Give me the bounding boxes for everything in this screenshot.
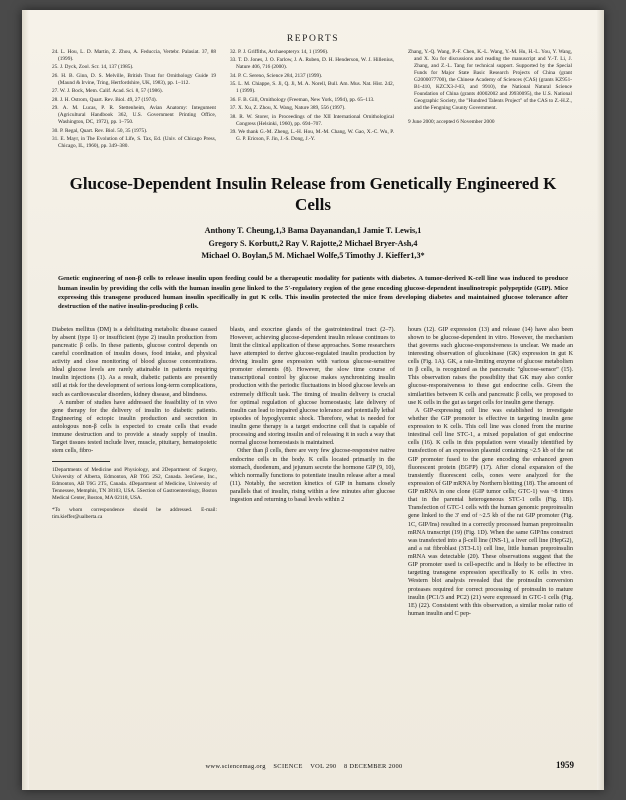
body-paragraph: A number of studies have addressed the feasibility of in vivo gene therapy for the delivery of insulin to diabetic patients. Engineering of ectopic insulin production and secretion in autologous non-β cells is expected to create cells that evade immune destruction and to provide a steady supply of insulin. Target tissues tested include liver, muscle, pituitary, hematopoietic stem cells, fibro- (52, 399, 217, 455)
reference-item: 25. J. Dyck, Zool. Scr. 14, 137 (1985). (52, 64, 134, 71)
author-affiliations: 1Departments of Medicine and Physiology, and 2Department of Surgery, University of Alberta, Edmonton, AB T6G 2S2, Canada. 3enGene, Inc., Edmonton, AB T6G 2T5, Canada. 4Department of Medicine, University of Tennessee, Memphis, TN 38103, USA. 5Section of Gastroenterology, Boston Medical Center, Boston, MA 02118, USA. (52, 466, 217, 501)
reference-item: 36. F. B. Gill, Ornithology (Freeman, New York, 1994), pp. 65–113. (230, 96, 375, 103)
footer-date: 8 DECEMBER 2000 (344, 763, 403, 770)
reference-item: 37. X. Xu, Z. Zhou, X. Wang, Nature 389, 556 (1997). (230, 105, 346, 112)
page-footer (52, 760, 574, 770)
author-list (52, 225, 574, 262)
footer-journal: SCIENCE (273, 763, 303, 770)
page-number: 1959 (556, 760, 574, 770)
page-edge-right (597, 10, 604, 790)
section-header-reports: REPORTS (286, 34, 340, 44)
references-column-1 (52, 49, 216, 152)
page-edge-left (22, 10, 29, 790)
reference-item: 38. R. W. Storer, in Proceedings of the XII International Ornithological Congress (Helsinki, 1960), pp. 694–707. (230, 113, 394, 127)
reference-item: 39. We thank G.-M. Zheng, L.-H. Hou, M.-M. Chang, W. Gao, X.-C. Wu, P. G. P. Ericson, F. Jin, J.-S. Dong, J.-Y. (230, 129, 394, 143)
acknowledgments-text: Zhang, Y.-Q. Wang, P.-F. Chen, K.-L. Wang, Y.-M. Hu, H.-L. You, Y. Wang, and X. Xu for discussions and reading the manuscript and Y.-T. Li, J. Zhang, and Z.-L. Tang for technical support. Supported by the Special Funds for Major State Basic Research Projects of China (grant G2000077700), the Chinese Academy of Sciences (CAS) (grants KZ951-B1-410, KZCX3-J-03, and 9910), the National Natural Science Foundation of China (grants 40002002 and J9930095), the U.S. National Geographic Society, the "Hundred Talents Project" of the CAS to Z.-H.Z., and the Fengning County Government. (408, 49, 572, 111)
footer-url[interactable]: www.sciencemag.org (205, 763, 266, 770)
article-title: Glucose-Dependent Insulin Release from Genetically Engineered K Cells (69, 173, 557, 214)
page-sheet (22, 10, 604, 790)
footer-citation (52, 763, 556, 770)
author-line: Anthony T. Cheung,1,3 Bama Dayanandan,1 Jamie T. Lewis,1 (204, 226, 422, 236)
received-accepted-line: 9 June 2000; accepted 6 November 2000 (408, 119, 495, 126)
page-content (52, 34, 574, 618)
reference-item: 31. E. Mayr, in The Evolution of Life, S. Tax, Ed. (Univ. of Chicago Press, Chicago, IL, 1960), pp. 349–380. (52, 136, 216, 150)
reference-item: 32. P. J. Griffiths, Archaeopteryx 14, 1 (1996). (230, 49, 329, 55)
reference-item: 29. A. M. Lucas, P. R. Stettenheim, Avian Anatomy: Integument (Agricultural Handbook 362, U.S. Government Printing Office, Washington, DC, 1972), pp. 1–750. (52, 105, 216, 126)
references-column-3 (408, 49, 572, 152)
reference-item: 33. T. D. Jones, J. O. Farlow, J. A. Ruben, D. H. Henderson, W. J. Hillenius, Nature 406, 716 (2000). (230, 57, 394, 71)
body-column-3 (408, 326, 573, 619)
body-paragraph: A GIP-expressing cell line was established to investigate whether the GIP promoter is effective in targeting insulin gene expression to K cells. This cell line was cloned from the murine intestinal cell line STC-1, a mixed population of gut endocrine cells (16). K cells in this population were visually identified by transfection of an expression plasmid containing ~2.5 kb of the rat GIP promoter fused to the gene encoding the enhanced green fluorescent protein (EGFP) (17). After clonal expansion of the transiently fluorescent cells, cones were analyzed for the expression of GIP mRNA by Northern blotting (18). The amount of GIP mRNA in one clone (GIP tumor cells; GTC-1) was ~8 times that in the parental heterogeneous STC-1 cells (Fig. 1B). Transfection of GTC-1 cells with the human genomic preproinsulin gene linked to the 3′ end of ~2.5 kb of the rat GIP promoter (Fig. 1C, GIP/Ins) resulted in a correctly processed human preproinsulin mRNA transcript (19) (Fig. 1D). When the same GIP/Ins construct was transfected into a β-cell line (INS-1), a liver cell line (HepG2), and a rat fibroblast (3T3-L1) cell line, little human preproinsulin mRNA was detectable (20). These observations suggest that the GIP promoter used is cell-specific and is likely to be effective in targeting transgene expression specifically to K cells in vivo. Western blot analysis revealed that the proinsulin conversion proteases required for correct processing of proinsulin to mature insulin (PC1/3 and PC2) (21) were expressed in GTC-1 cells (Fig. 1E) (22). Consistent with this observation, a similar molar ratio of human insulin and C pep- (408, 407, 573, 617)
reference-item: 27. W. J. Bock, Mem. Calif. Acad. Sci. 8, 57 (1986). (52, 88, 163, 95)
body-paragraph: hours (12). GIP expression (13) and release (14) have also been shown to be glucose-dependent in vitro. However, the mechanism that governs such glucose-responsiveness is unclear. We made an interesting observation of glucokinase (GK) expression in gut K cells (Fig. 1A). GK, a rate-limiting enzyme of glucose metabolism in β cells, is recognized as the pancreatic "glucose-sensor" (15). This observation raises the possibility that GK may also confer glucose-responsiveness to these gut endocrine cells. Given the similarities between K cells and pancreatic β cells, we proposed to use K cells in the gut as target cells for insulin gene therapy. (408, 326, 573, 406)
reference-item: 30. P. Regal, Quart. Rev. Biol. 50, 35 (1975). (52, 127, 148, 134)
references-block (52, 49, 574, 152)
body-column-1 (52, 326, 217, 619)
author-line: Gregory S. Korbutt,2 Ray V. Rajotte,2 Michael Bryer-Ash,4 (208, 238, 418, 248)
body-paragraph: blasts, and exocrine glands of the gastrointestinal tract (2–7). However, achieving glucose-dependent insulin release continues to limit the clinical application of these approaches. Some researchers have attempted to derive glucose-regulated insulin production by driving insulin gene expression with various glucose-sensitive promoter elements (8). However, the slow time course of transcriptional control by glucose makes synchronizing insulin production with the periodic fluctuations in blood glucose levels an extremely difficult task. The timing of insulin delivery is crucial for optimal regulation of glucose homeostasis; late delivery of insulin can lead to impaired glucose tolerance and potentially lethal episodes of hypoglycemic shock. Therefore, what is needed for insulin gene therapy is a target endocrine cell that is capable of processing and storing insulin and of releasing it in such a way that normal glucose homeostasis is maintained. (230, 326, 395, 447)
article-body (52, 326, 574, 619)
reference-item: 24. L. Hou, L. D. Martin, Z. Zhou, A. Feduccia, Vertebr. Palasiat. 37, 88 (1999). (52, 49, 216, 62)
affiliation-divider (52, 461, 110, 462)
article-abstract: Genetic engineering of non-β cells to release insulin upon feeding could be a therapeutic modality for patients with diabetes. A tumor-derived K-cell line was induced to produce human insulin by providing the cells with the human insulin gene linked to the 5′-regulatory region of the gene encoding glucose-dependent insulinotropic polypeptide (GIP). Mice expressing this transgene produced human insulin specifically in gut K cells. This insulin protected the mice from developing diabetes and maintained glucose tolerance after destruction of the native insulin-producing β cells. (58, 275, 568, 311)
journal-page (22, 10, 604, 790)
reference-item: 34. P. C. Sereno, Science 284, 2137 (1999). (230, 72, 323, 79)
reference-item: 28. J. H. Ostrom, Quart. Rev. Biol. 49, 27 (1974). (52, 96, 157, 103)
footer-volume: VOL 290 (310, 763, 337, 770)
author-line: Michael O. Boylan,5 M. Michael Wolfe,5 Timothy J. Kieffer1,3* (201, 250, 425, 260)
reference-item: 35. L. M. Chiappe, S. Ji, Q. Ji, M. A. Norell, Bull. Am. Mus. Nat. Hist. 242, 1 (1999). (230, 81, 394, 95)
body-paragraph: Other than β cells, there are very few glucose-responsive native endocrine cells in the body. K cells located primarily in the stomach, duodenum, and jejunum secrete the hormone GIP (9, 10), which normally functions to potentiate insulin release after a meal (11). Notably, the secretion kinetics of GIP in humans closely parallels that of insulin, rising within a few minutes after glucose ingestion and returning to basal levels within 2 (230, 448, 395, 504)
body-paragraph: Diabetes mellitus (DM) is a debilitating metabolic disease caused by absent (type 1) or insufficient (type 2) insulin production from pancreatic β cells. In these patients, glucose control depends on careful coordination of insulin doses, food intake, and physical activity and close monitoring of blood glucose concentrations. Ideal glucose levels are rarely attainable in patients requiring insulin injections (1). As a result, diabetic patients are presently still at risk for the development of serious long-term complications, such as cardiovascular disorders, kidney disease, and blindness. (52, 326, 217, 398)
body-column-2 (230, 326, 395, 619)
references-column-2 (230, 49, 394, 152)
reference-item: 26. H. B. Ginn, D. S. Melville, British Trust for Ornithology Guide 19 (Maund & Irvine, Tring, Hertfordshire, UK, 1983), pp. 1–112. (52, 72, 216, 86)
corresponding-author-note: *To whom correspondence should be addressed. E-mail: tim.kieffer@ualberta.ca (52, 506, 217, 520)
